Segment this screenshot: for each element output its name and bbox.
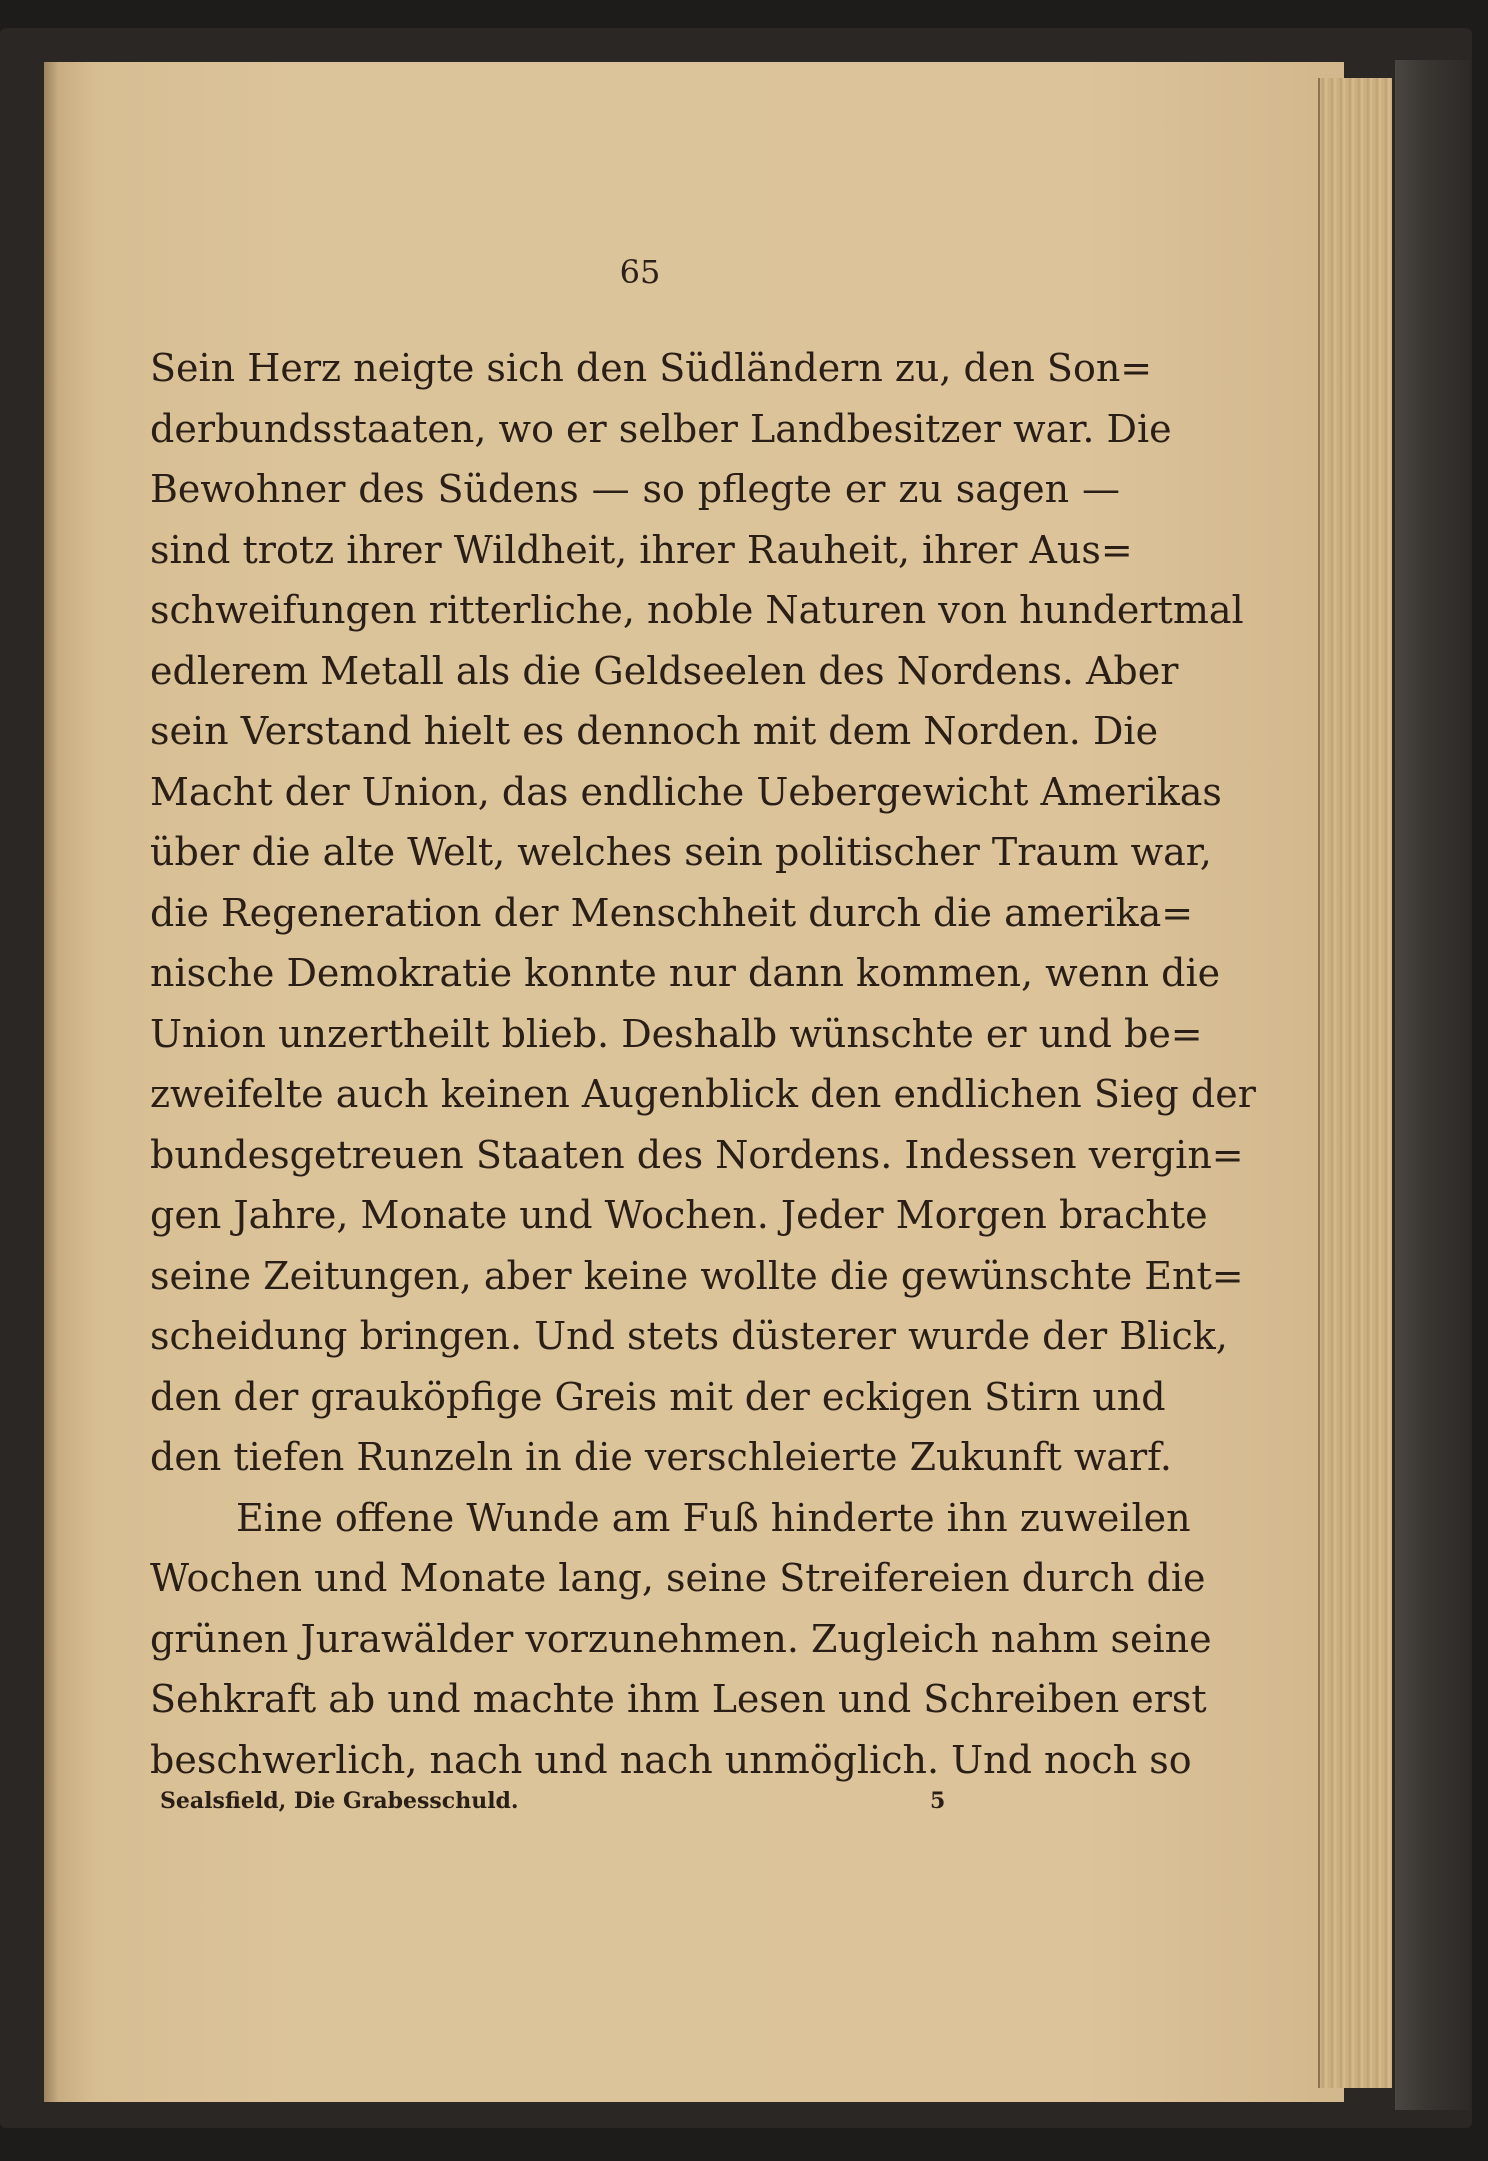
text-line: den tiefen Runzeln in die verschleierte Zukunft warf. xyxy=(150,1435,1172,1479)
text-line: schweifungen ritterliche, noble Naturen von hundertmal xyxy=(150,588,1244,632)
text-line: über die alte Welt, welches sein politischer Traum war, xyxy=(150,830,1212,874)
text-line: scheidung bringen. Und stets düsterer wurde der Blick, xyxy=(150,1314,1228,1358)
text-line: edlerem Metall als die Geldseelen des Nordens. Aber xyxy=(150,648,1179,693)
page-number: 65 xyxy=(619,253,661,291)
text-line: die Regeneration der Menschheit durch die amerika= xyxy=(150,890,1194,935)
page-footer xyxy=(160,1788,960,1818)
text-line: sein Verstand hielt es dennoch mit dem Norden. Die xyxy=(150,709,1159,753)
text-line: Sehkraft ab und machte ihm Lesen und Schreiben erst xyxy=(150,1677,1207,1721)
text-line: Bewohner des Südens — so pflegte er zu sagen — xyxy=(150,467,1120,511)
text-line: den der grauköpfige Greis mit der eckigen Stirn und xyxy=(150,1374,1166,1419)
text-line: Union unzertheilt blieb. Deshalb wünschte er und be= xyxy=(150,1011,1203,1056)
text-line: zweifelte auch keinen Augenblick den endlichen Sieg der xyxy=(150,1072,1256,1116)
page-gutter xyxy=(44,62,58,2102)
text-line: bundesgetreuen Staaten des Nordens. Indessen vergin= xyxy=(150,1132,1244,1177)
text-line: Wochen und Monate lang, seine Streifereien durch die xyxy=(150,1556,1206,1600)
book-board-edge xyxy=(1395,60,1470,2110)
text-line: seine Zeitungen, aber keine wollte die gewünschte Ent= xyxy=(150,1253,1244,1298)
page-stack-edges xyxy=(1318,78,1392,2088)
text-line: nische Demokratie konnte nur dann kommen, wenn die xyxy=(150,951,1221,995)
footer-signature: Sealsfield, Die Grabesschuld. xyxy=(160,1788,519,1814)
text-line: Eine offene Wunde am Fuß hinderte ihn zuweilen xyxy=(236,1495,1191,1540)
text-line: Macht der Union, das endliche Uebergewicht Amerikas xyxy=(150,769,1222,814)
text-line: grünen Jurawälder vorzunehmen. Zugleich nahm seine xyxy=(150,1616,1212,1661)
text-line: beschwerlich, nach und nach unmöglich. Und noch so xyxy=(150,1737,1192,1782)
text-line: Sein Herz neigte sich den Südländern zu, den Son= xyxy=(150,346,1153,390)
text-line: derbundsstaaten, wo er selber Landbesitzer war. Die xyxy=(150,406,1172,451)
footer-sheet-number: 5 xyxy=(930,1788,946,1814)
body-text xyxy=(150,338,1256,1790)
text-line: gen Jahre, Monate und Wochen. Jeder Morgen brachte xyxy=(150,1193,1208,1237)
text-line: sind trotz ihrer Wildheit, ihrer Rauheit, ihrer Aus= xyxy=(150,527,1133,572)
